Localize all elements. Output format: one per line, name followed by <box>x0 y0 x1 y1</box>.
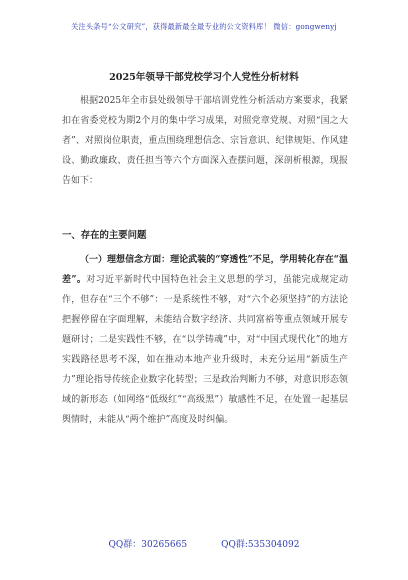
document-title: 2025年领导干部党校学习个人党性分析材料 <box>109 72 299 83</box>
subsection-heading-ideals: （一）理想信念方面：理论武装的“穿透性”不足，学用转化存在“温差”。 <box>62 255 348 285</box>
subsection-ideals-body: 对习近平新时代中国特色社会主义思想的学习，虽能完成规定动作，但存在“三个不够”：一是系统性不够，对“六个必须坚持”的方法论把握停留在字面理解，未能结合数字经济、共同富裕等重点领域开展专题研讨；二是实践性不够，在“以学铸魂”中，对“中国式现代化”的地方实践路径思考不深，如在推动本地产业升级时，未充分运用“新质生产力”理论指导传统企业数字化转型；三是政治判断力不够，对意识形态领域的新形态（如网络“低级红”“高级黑”）敏感性不足，在处置一起基层舆情时，未能从“两个维护”高度及时纠偏。 <box>62 275 348 425</box>
intro-paragraph: 根据2025年全市县处级领导干部培训党性分析活动方案要求，我紧扣在省委党校为期2个月的集中学习成果，对照党章党规、对照“国之大者”、对照岗位职责，重点围绕理想信念、宗旨意识、纪律规矩、作风建设、勤政廉政、责任担当等六个方面深入查摆问题，深剖析根源，现报告如下： <box>62 96 348 186</box>
section-heading-problems: 一、存在的主要问题 <box>62 230 147 241</box>
footer-contacts <box>0 537 408 550</box>
subsection-ideals-paragraph <box>62 250 348 430</box>
promo-banner: 关注头条号“公文研究”，获得最新最全最专业的公文资料库！ 微信：gongwenyj <box>71 22 337 31</box>
footer-qq-group-1: QQ群：30265665 <box>108 540 188 550</box>
footer-qq-group-2: QQ群:535304092 <box>221 540 300 550</box>
